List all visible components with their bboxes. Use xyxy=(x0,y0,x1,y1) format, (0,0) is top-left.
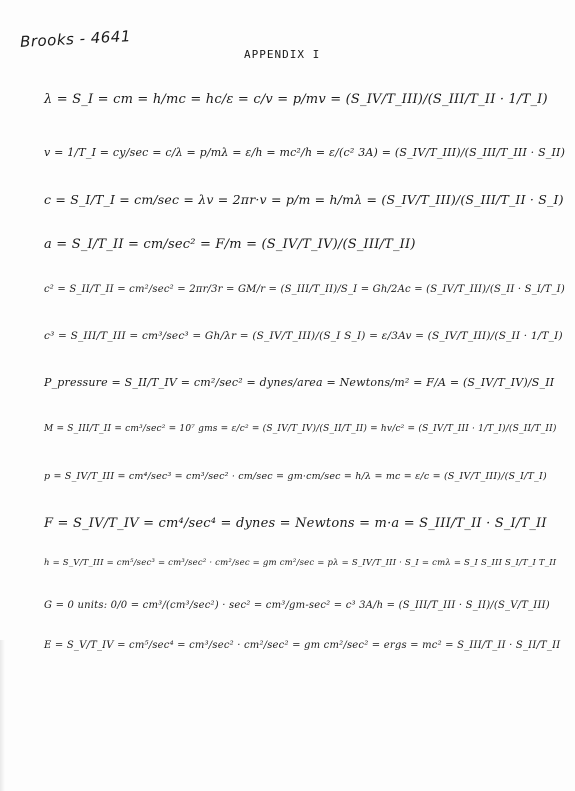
handwritten-header-note: Brooks - 4641 xyxy=(19,27,132,51)
equation-momentum: p = S_IV/T_III = cm⁴/sec³ = cm³/sec² · cm/sec = gm·cm/sec = h/λ = mc = ε/c = (S_IV/T_III)/(S_I/T_I) xyxy=(44,471,547,482)
page-title: APPENDIX I xyxy=(244,48,321,61)
equation-mass: M = S_III/T_II = cm³/sec² = 10⁷ gms = ε/c² = (S_IV/T_IV)/(S_II/T_II) = hv/c² = (S_IV/T_III · 1/T_I)/(S_II/T_II) xyxy=(44,424,557,434)
equation-frequency: v = 1/T_I = cy/sec = c/λ = p/mλ = ε/h = mc²/h = ε/(c² 3A) = (S_IV/T_III)/(S_III/T_III · S_II) xyxy=(44,146,566,159)
equation-acceleration: a = S_I/T_II = cm/sec² = F/m = (S_IV/T_IV)/(S_III/T_II) xyxy=(44,237,416,252)
equation-pressure: P_pressure = S_II/T_IV = cm²/sec² = dynes/area = Newtons/m² = F/A = (S_IV/T_IV)/S_II xyxy=(44,376,555,389)
equation-energy: E = S_V/T_IV = cm⁵/sec⁴ = cm³/sec² · cm²/sec² = gm cm²/sec² = ergs = mc² = S_III/T_II · S_II/T_II xyxy=(44,640,561,651)
equation-force: F = S_IV/T_IV = cm⁴/sec⁴ = dynes = Newtons = m·a = S_III/T_II · S_I/T_II xyxy=(44,516,547,531)
equation-planck: h = S_V/T_III = cm⁵/sec³ = cm³/sec² · cm²/sec = gm cm²/sec = pλ = S_IV/T_III · S_I = cmλ = S_I S_III S_I/T_I T_II xyxy=(44,558,557,568)
equation-wavelength: λ = S_I = cm = h/mc = hc/ε = c/v = p/mv = (S_IV/T_III)/(S_III/T_II · 1/T_I) xyxy=(44,92,548,107)
equation-gravitational: G = 0 units: 0/0 = cm³/(cm³/sec²) · sec² = cm³/gm-sec² = c³ 3A/h = (S_III/T_III · S_II)/(S_V/T_III) xyxy=(44,600,550,611)
equation-c-cubed: c³ = S_III/T_III = cm³/sec³ = Gh/λr = (S_IV/T_III)/(S_I S_I) = ε/3Av = (S_IV/T_III)/(S_II · 1/T_I) xyxy=(44,330,563,342)
scan-edge-shadow xyxy=(0,640,5,791)
equation-c-squared: c² = S_II/T_II = cm²/sec² = 2πr/3r = GM/r = (S_III/T_II)/S_I = Gh/2Ac = (S_IV/T_III)/(S_II · S_I/T_I) xyxy=(44,284,565,295)
equation-velocity: c = S_I/T_I = cm/sec = λv = 2πr·v = p/m = h/mλ = (S_IV/T_III)/(S_III/T_II · S_I) xyxy=(44,192,564,207)
